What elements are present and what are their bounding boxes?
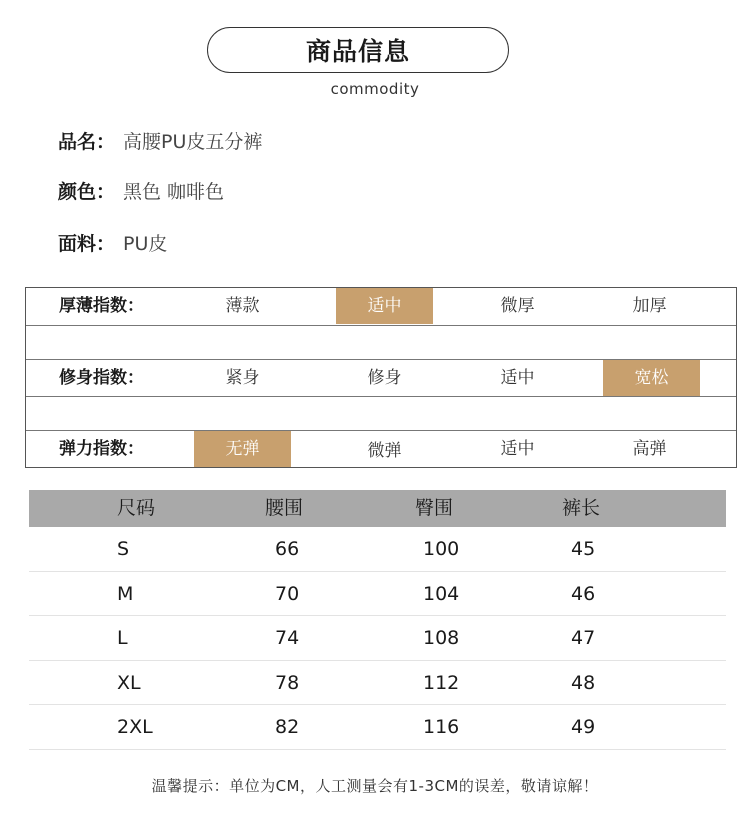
- info-row-name: [58, 127, 262, 154]
- fit-option-selected: 宽松: [603, 360, 700, 396]
- fit-option: 紧身: [225, 368, 260, 388]
- table-cell: 46: [571, 582, 596, 605]
- thickness-option: 加厚: [632, 296, 667, 316]
- table-cell: 82: [275, 716, 300, 739]
- info-label: 面料：: [58, 233, 116, 255]
- info-label: 颜色：: [58, 181, 116, 203]
- info-value: 高腰PU皮五分裤: [123, 131, 263, 153]
- table-cell: 108: [423, 627, 460, 650]
- table-cell: 66: [275, 538, 300, 560]
- table-row: [29, 527, 726, 572]
- table-cell: M: [117, 582, 134, 605]
- table-cell: 112: [423, 671, 460, 694]
- table-cell: L: [117, 627, 128, 650]
- table-cell: 70: [275, 582, 300, 605]
- table-cell: 2XL: [117, 716, 153, 739]
- info-row-fabric: [58, 229, 167, 256]
- table-cell: S: [117, 538, 130, 560]
- table-row: [29, 616, 726, 661]
- fit-option: 修身: [367, 368, 402, 388]
- index-panel: [25, 287, 737, 468]
- stretch-label: 弹力指数：: [59, 439, 144, 459]
- table-cell: 116: [423, 716, 460, 739]
- fit-option: 适中: [500, 368, 535, 388]
- table-cell: XL: [117, 671, 141, 694]
- stretch-option: 高弹: [632, 439, 667, 459]
- header-cell: 裤长: [562, 497, 601, 519]
- fit-label: 修身指数：: [59, 368, 144, 388]
- table-cell: 104: [423, 582, 460, 605]
- thickness-option: 薄款: [225, 296, 260, 316]
- thickness-option-selected: 适中: [336, 288, 433, 324]
- table-cell: 100: [423, 538, 460, 560]
- table-row: [29, 705, 726, 750]
- divider: [26, 325, 736, 326]
- measurement-note: 温馨提示：单位为CM，人工测量会有1-3CM的误差，敬请谅解！: [151, 777, 599, 795]
- table-row: [29, 661, 726, 706]
- table-cell: 49: [571, 716, 596, 739]
- header-cell: 臀围: [415, 497, 454, 519]
- size-table: [29, 490, 726, 750]
- table-cell: 47: [571, 627, 596, 650]
- table-cell: 45: [571, 538, 596, 560]
- header-cell: 腰围: [265, 497, 304, 519]
- thickness-option: 微厚: [500, 296, 535, 316]
- divider: [26, 396, 736, 397]
- table-row: [29, 572, 726, 617]
- section-subtitle: commodity: [330, 80, 420, 98]
- stretch-option-selected: 无弹: [194, 431, 291, 467]
- table-cell: 78: [275, 671, 300, 694]
- stretch-option: 适中: [500, 439, 535, 459]
- section-title: 商品信息: [207, 27, 509, 73]
- info-value: 黑色 咖啡色: [123, 181, 225, 203]
- header-cell: 尺码: [117, 497, 156, 519]
- thickness-label: 厚薄指数：: [59, 296, 144, 316]
- stretch-option: 微弹: [367, 441, 402, 461]
- size-table-header: [29, 490, 726, 527]
- table-cell: 74: [275, 627, 300, 650]
- info-row-color: [58, 177, 224, 204]
- info-label: 品名：: [58, 131, 116, 153]
- table-cell: 48: [571, 671, 596, 694]
- info-value: PU皮: [123, 233, 168, 255]
